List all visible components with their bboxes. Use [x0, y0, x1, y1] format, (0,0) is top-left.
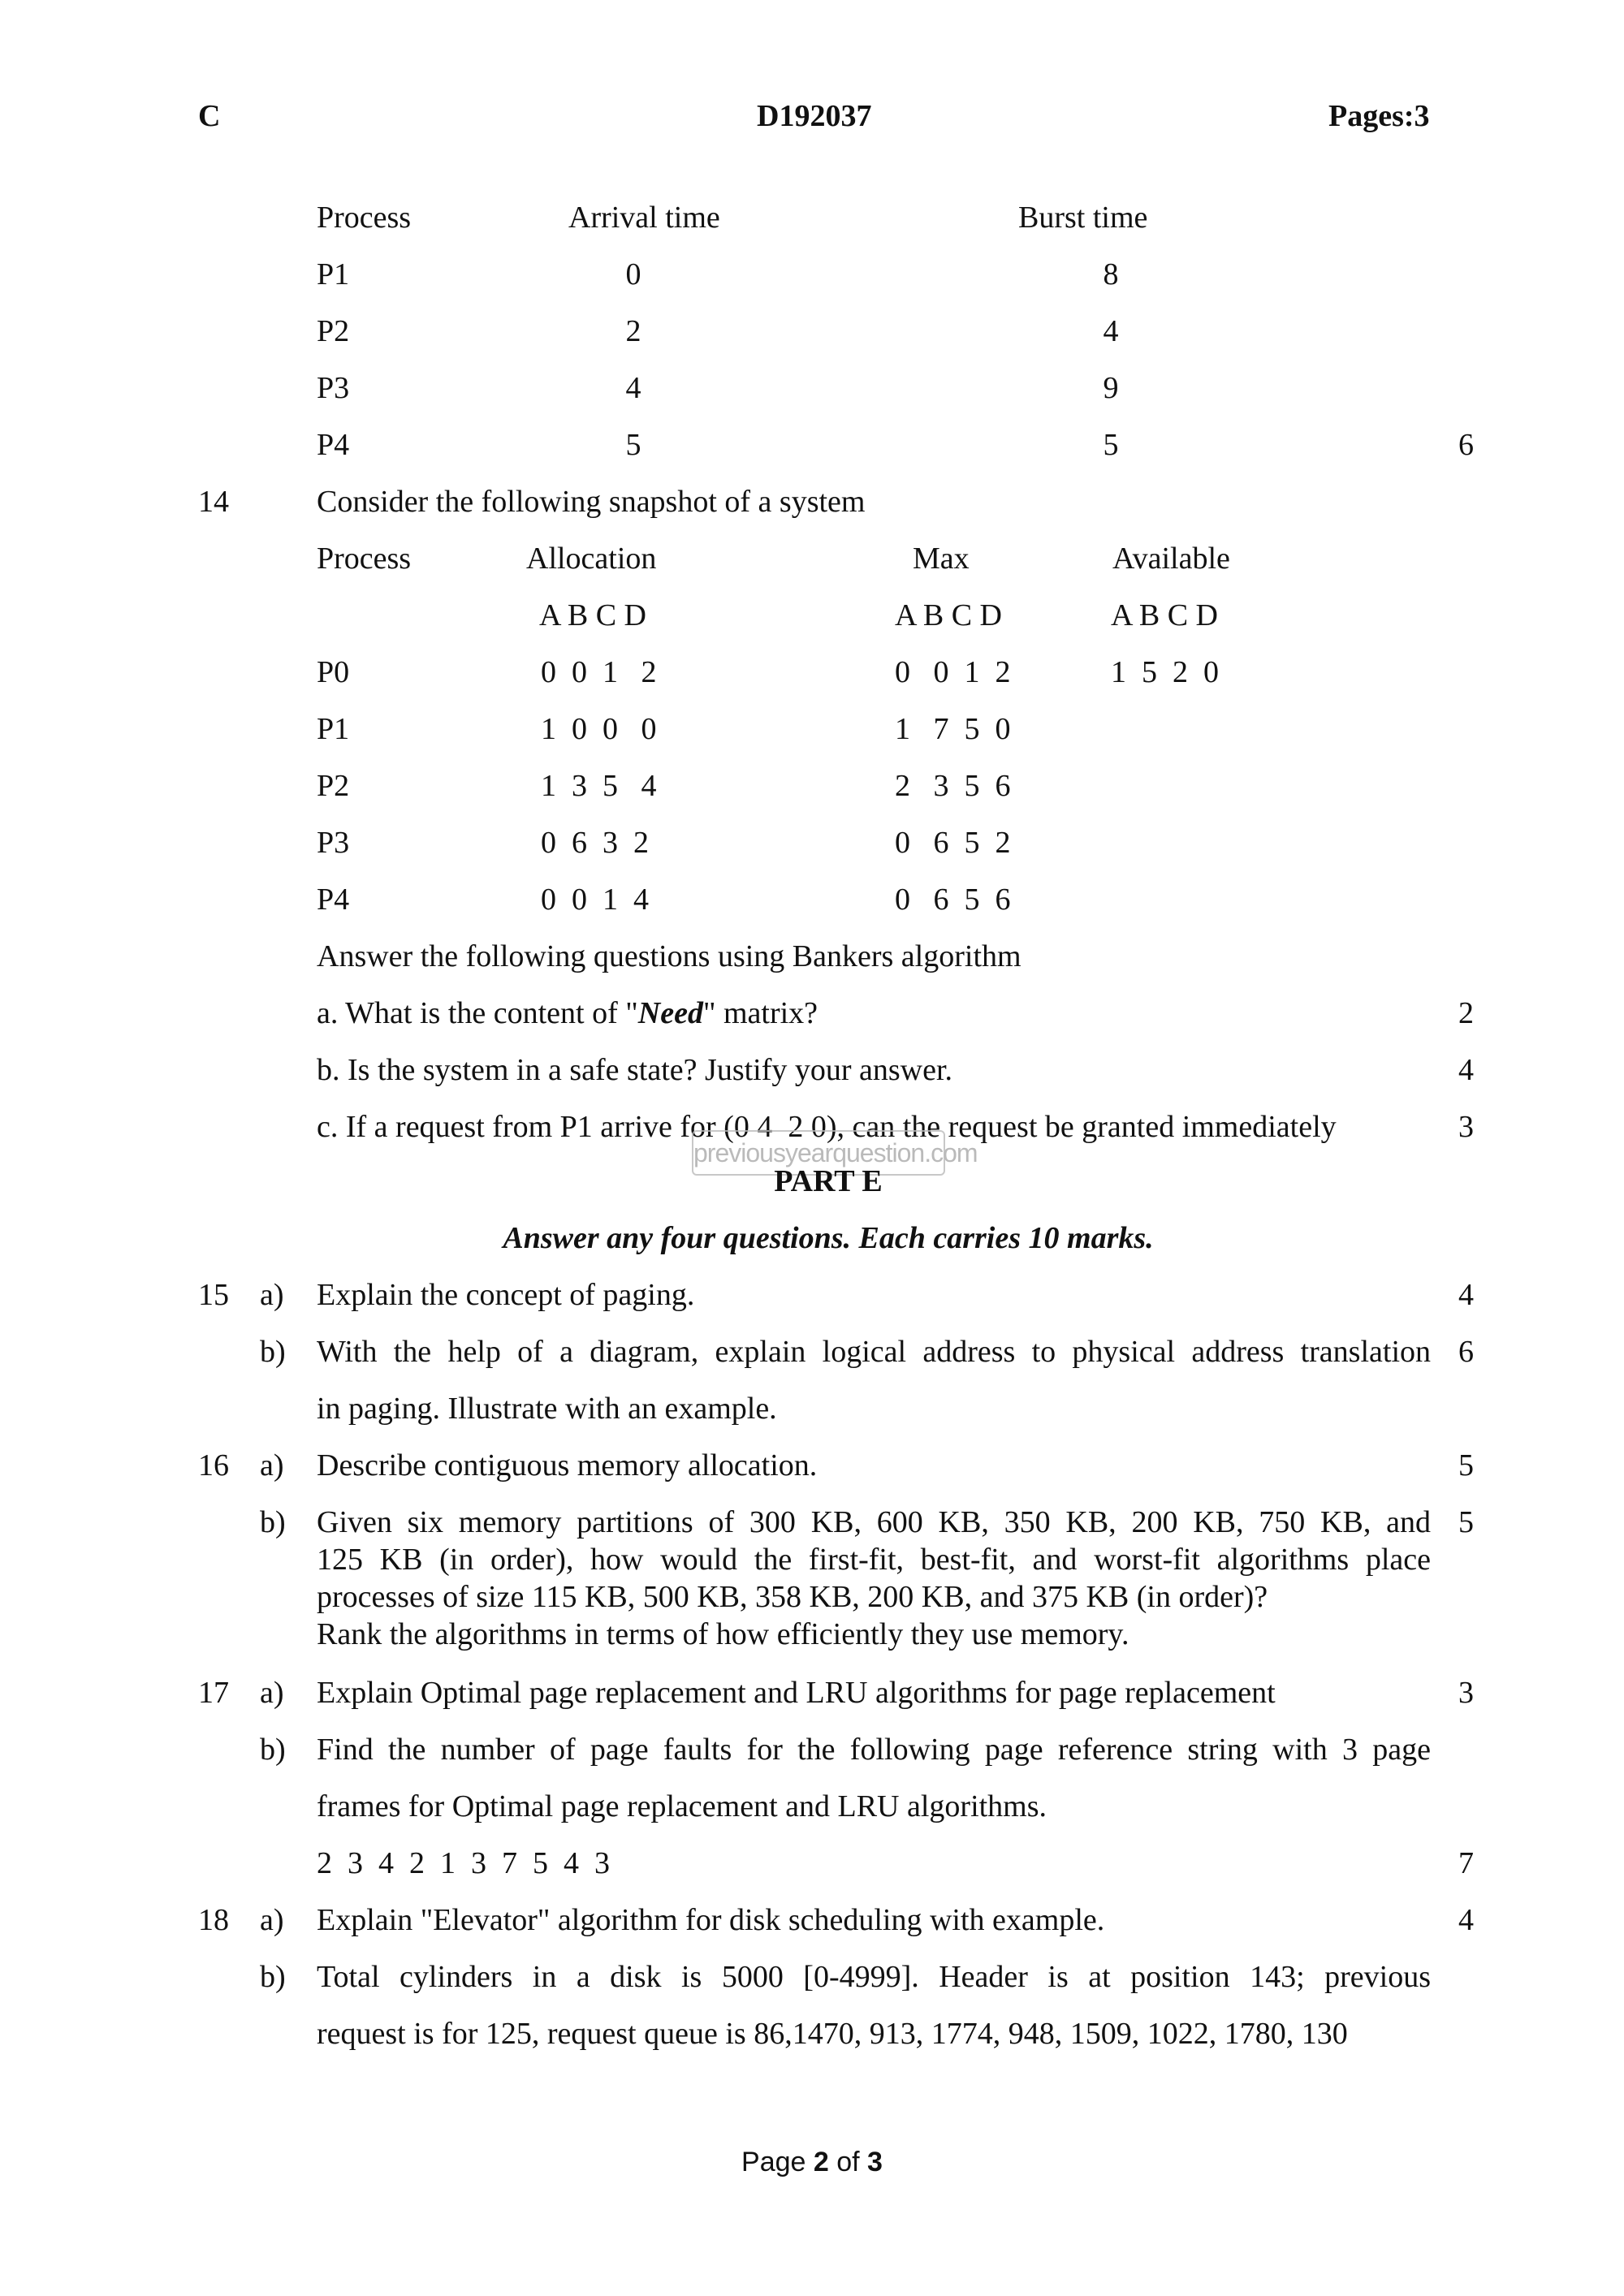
subquestion-text: in paging. Illustrate with an example. — [317, 1392, 777, 1426]
subquestion-text: c. If a request from P1 arrive for (0 4 2 0), can the request be granted immediately — [317, 1110, 1337, 1144]
table-cell: P0 — [317, 655, 350, 689]
subquestion-text: processes of size 115 KB, 500 KB, 358 KB, 200 KB, and 375 KB (in order)? — [317, 1580, 1268, 1614]
table-cell: P3 — [317, 371, 350, 405]
marks: 3 — [1458, 1676, 1474, 1710]
page-count: Pages:3 — [1328, 99, 1430, 133]
table-cell: 1 7 5 0 — [895, 712, 1011, 746]
footer-total-pages: 3 — [867, 2147, 883, 2177]
subquestion-text: Find the number of page faults for the following page reference string with 3 page — [317, 1733, 1431, 1767]
subquestion-text: Explain "Elevator" algorithm for disk scheduling with example. — [317, 1903, 1105, 1937]
subquestion-text — [317, 995, 818, 1032]
table-cell: 0 6 5 2 — [895, 826, 1011, 860]
subquestion-text: Given six memory partitions of 300 KB, 600 KB, 350 KB, 200 KB, 750 KB, and — [317, 1505, 1431, 1539]
subquestion-label: a) — [260, 1676, 284, 1710]
marks: 3 — [1458, 1110, 1474, 1144]
marks: 7 — [1458, 1846, 1474, 1880]
marks: 4 — [1458, 1903, 1474, 1937]
question-text: Consider the following snapshot of a system — [317, 485, 866, 519]
set-label: C — [198, 99, 221, 133]
marks: 4 — [1458, 1278, 1474, 1312]
marks: 5 — [1458, 1505, 1474, 1539]
table-header: Arrival time — [568, 201, 720, 235]
table-cell: 4 — [625, 371, 641, 405]
subquestion-label: b) — [260, 1733, 286, 1767]
table-header: Burst time — [1018, 201, 1148, 235]
table-cell: 4 — [1103, 314, 1119, 348]
subquestion-text-pre: a. What is the content of " — [317, 996, 638, 1030]
table-header: Allocation — [526, 542, 657, 576]
footer-of-label: of — [828, 2147, 868, 2177]
subquestion-text: Rank the algorithms in terms of how efficiently they use memory. — [317, 1617, 1129, 1651]
reference-string: 2 3 4 2 1 3 7 5 4 3 — [317, 1846, 610, 1880]
table-cell: P2 — [317, 314, 350, 348]
subquestion-text: request is for 125, request queue is 86,1470, 913, 1774, 948, 1509, 1022, 1780, 130 — [317, 2017, 1348, 2051]
table-cell: 5 — [1103, 428, 1119, 462]
table-cell: 0 6 5 6 — [895, 883, 1011, 917]
marks: 6 — [1458, 1335, 1474, 1369]
question-number: 18 — [198, 1903, 229, 1937]
question-number: 15 — [198, 1278, 229, 1312]
table-cell: P1 — [317, 712, 350, 746]
table-cell: 8 — [1103, 257, 1119, 291]
marks: 4 — [1458, 1053, 1474, 1087]
table-cell: P3 — [317, 826, 350, 860]
subquestion-label: b) — [260, 1960, 286, 1994]
table-cell: 5 — [625, 428, 641, 462]
table-cell: 2 3 5 6 — [895, 769, 1011, 803]
table-cell: 1 5 2 0 — [1111, 655, 1219, 689]
resource-labels: A B C D — [539, 598, 646, 632]
footer-current-page: 2 — [813, 2147, 829, 2177]
watermark-logo: previousyearquestion.com — [692, 1130, 945, 1176]
table-cell: P4 — [317, 883, 350, 917]
subquestion-text: 125 KB (in order), how would the first-fit, best-fit, and worst-fit algorithms place — [317, 1543, 1431, 1577]
paper-code: D192037 — [757, 99, 872, 133]
question-text: Answer the following questions using Bankers algorithm — [317, 939, 1021, 973]
subquestion-text: b. Is the system in a safe state? Justify your answer. — [317, 1053, 953, 1087]
table-cell: P1 — [317, 257, 350, 291]
resource-labels: A B C D — [1111, 598, 1218, 632]
subquestion-label: a) — [260, 1448, 284, 1482]
subquestion-label: a) — [260, 1903, 284, 1937]
question-number: 14 — [198, 485, 229, 519]
marks: 5 — [1458, 1448, 1474, 1482]
subquestion-text: Explain Optimal page replacement and LRU algorithms for page replacement — [317, 1676, 1276, 1710]
table-cell: 0 — [625, 257, 641, 291]
subquestion-text-post: " matrix? — [702, 996, 818, 1030]
table-header: Available — [1112, 542, 1230, 576]
table-cell: 1 0 0 0 — [541, 712, 657, 746]
section-instruction: Answer any four questions. Each carries 10 marks. — [503, 1221, 1154, 1255]
table-cell: 9 — [1103, 371, 1119, 405]
subquestion-label: b) — [260, 1505, 286, 1539]
table-header: Max — [913, 542, 970, 576]
subquestion-text: Total cylinders in a disk is 5000 [0-4999]. Header is at position 143; previous — [317, 1960, 1431, 1994]
table-cell: 1 3 5 4 — [541, 769, 657, 803]
resource-labels: A B C D — [895, 598, 1002, 632]
table-header: Process — [317, 542, 412, 576]
table-cell: P2 — [317, 769, 350, 803]
footer-page-label: Page — [741, 2147, 814, 2177]
table-cell: 0 0 1 4 — [541, 883, 649, 917]
subquestion-label: a) — [260, 1278, 284, 1312]
table-header: Process — [317, 201, 412, 235]
table-cell: P4 — [317, 428, 350, 462]
table-cell: 2 — [625, 314, 641, 348]
subquestion-label: b) — [260, 1335, 286, 1369]
page-footer — [650, 2143, 974, 2181]
subquestion-text: Explain the concept of paging. — [317, 1278, 695, 1312]
marks: 6 — [1458, 428, 1474, 462]
need-emphasis: Need — [637, 996, 703, 1030]
table-cell: 0 0 1 2 — [541, 655, 657, 689]
subquestion-text: Describe contiguous memory allocation. — [317, 1448, 818, 1482]
question-number: 16 — [198, 1448, 229, 1482]
table-cell: 0 0 1 2 — [895, 655, 1011, 689]
subquestion-text: With the help of a diagram, explain logical address to physical address translation — [317, 1335, 1431, 1369]
question-number: 17 — [198, 1676, 229, 1710]
section-title: PART E — [774, 1164, 883, 1198]
table-cell: 0 6 3 2 — [541, 826, 649, 860]
marks: 2 — [1458, 996, 1474, 1030]
subquestion-text: frames for Optimal page replacement and LRU algorithms. — [317, 1789, 1047, 1823]
